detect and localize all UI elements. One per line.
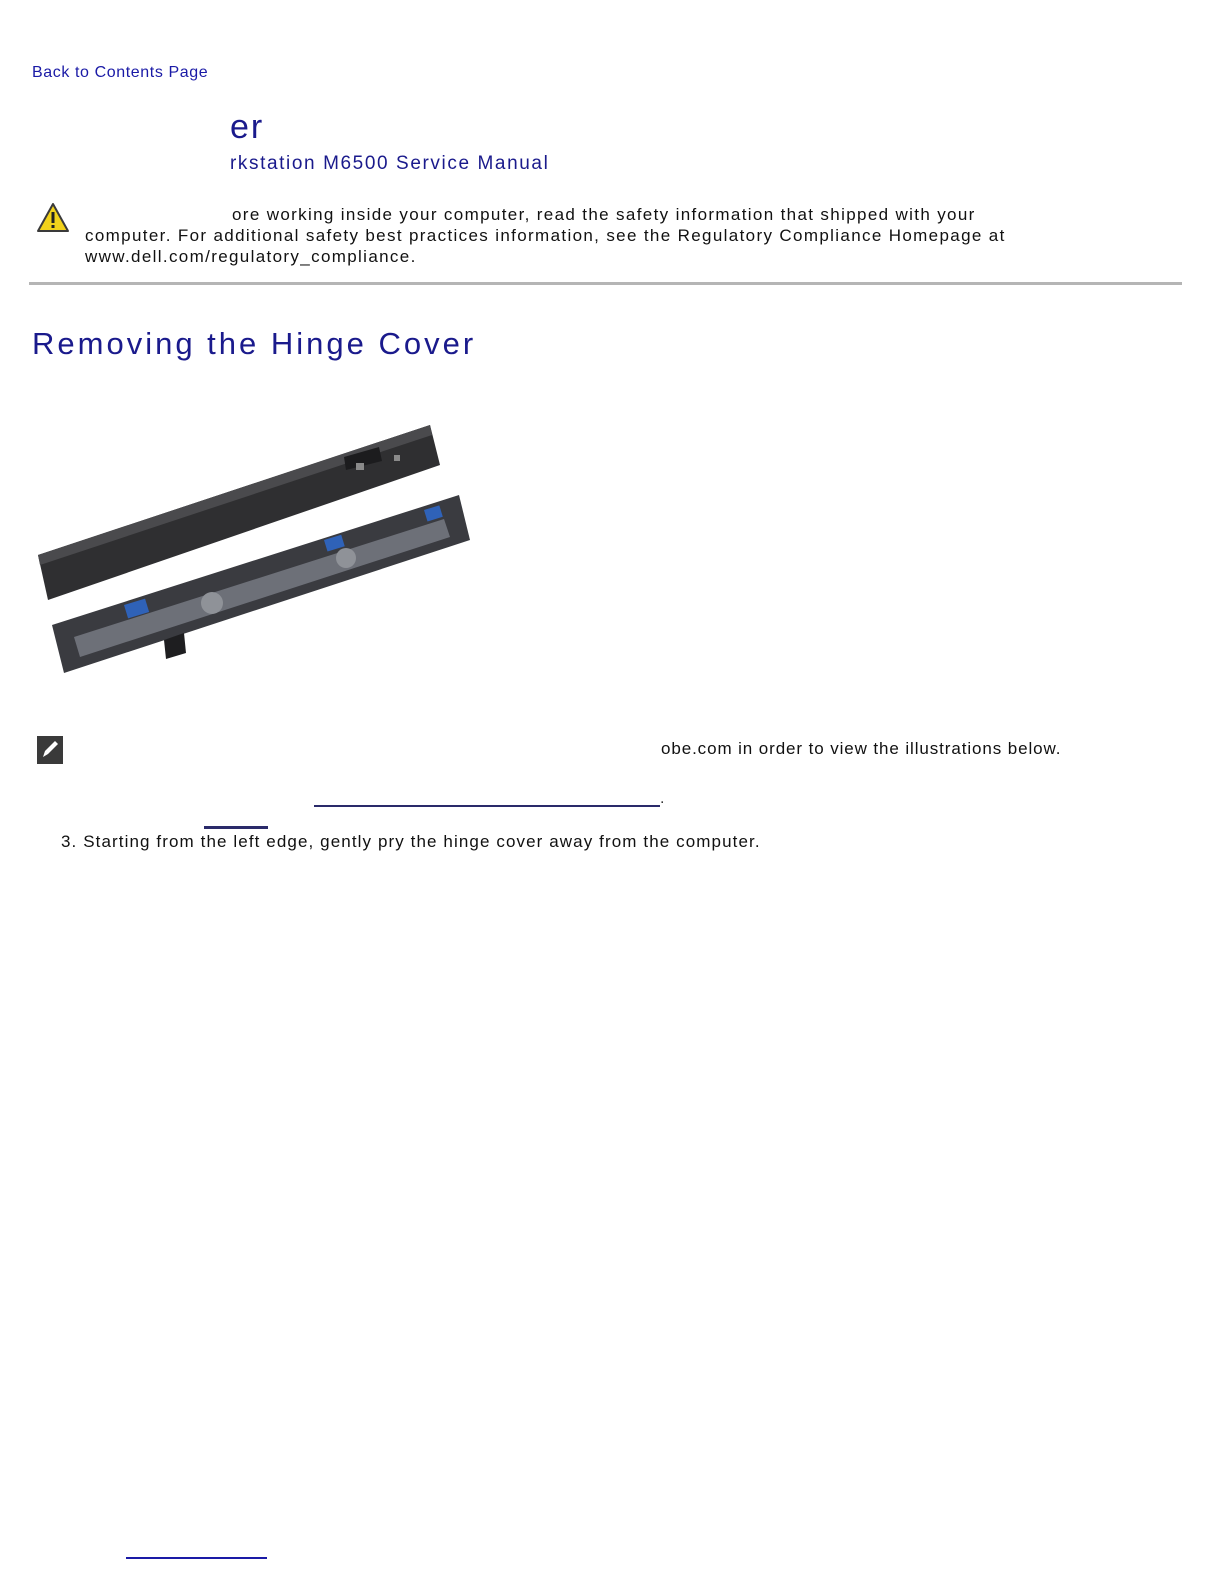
section-heading: Removing the Hinge Cover [32,326,477,361]
manual-subtitle: rkstation M6500 Service Manual [230,153,550,174]
back-to-contents-link[interactable]: Back to Contents Page [32,64,209,81]
horizontal-divider [29,282,1182,285]
footer-link-underline[interactable] [126,1557,267,1559]
warning-text-line-2: computer. For additional safety best practices information, see the Regulatory Compliance Homepage at [85,226,1006,245]
warning-text-line-1: ore working inside your computer, read the safety information that shipped with your [232,205,976,224]
warning-triangle-icon [36,202,70,234]
step-link-underline[interactable] [314,805,660,807]
step-link-underline[interactable] [204,826,268,829]
step-3-text: 3. Starting from the left edge, gently pry the hinge cover away from the computer. [61,832,761,851]
page-title: er [230,108,265,146]
note-pencil-icon [37,736,63,764]
hinge-cover-photo [34,415,474,680]
note-text: obe.com in order to view the illustrations below. [661,739,1062,758]
warning-text-line-3: www.dell.com/regulatory_compliance. [85,247,417,266]
step-period: . [660,790,665,807]
